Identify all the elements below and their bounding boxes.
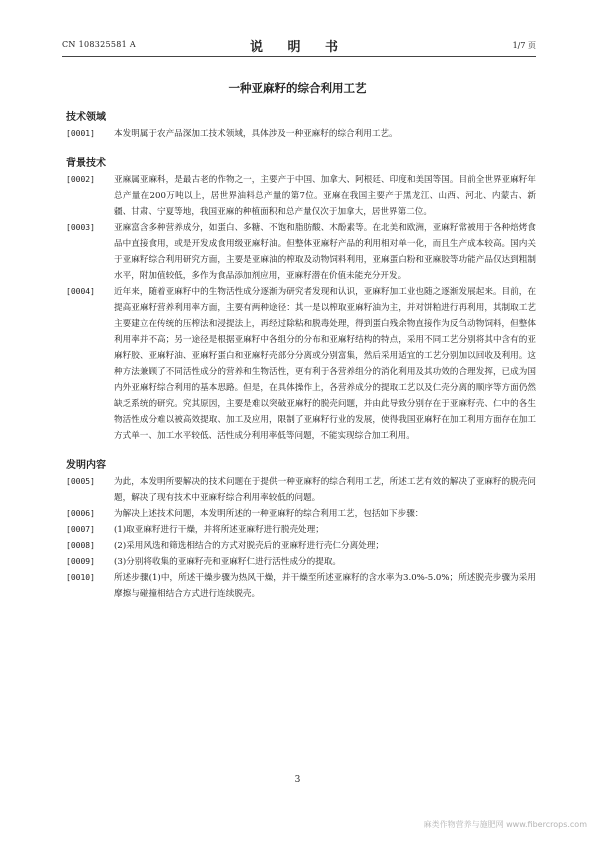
document-header [62, 38, 536, 54]
header-rule [62, 56, 536, 57]
paragraph-0004 [66, 284, 536, 444]
section-heading-background: 背景技术 [66, 158, 106, 169]
paragraph-number: [0007] [66, 525, 95, 534]
paragraph-number: [0003] [66, 223, 95, 232]
paragraph-text: 近年来，随着亚麻籽中的生物活性成分逐渐为研究者发现和认识，亚麻籽加工业也随之逐渐发展起来。目前，在提高亚麻籽营养利用率方面，主要有两种途径：其一是以榨取亚麻籽油为主，并对饼粕进行再利用，其制取工艺主要建立在传统的压榨法和浸提法上，再经过除粘和脱毒处理，得到蛋白残余物直接作为反刍动物饲料，但整体利用率并不高；另一途径是根据亚麻籽中各组分的分布和亚麻籽结构的特点，采用不同工艺分别将其中含有的亚麻籽胶、亚麻籽油、亚麻籽蛋白和亚麻籽壳部分分离或分别富集，然后采用适宜的工艺分别加以回收及利用。这种方法兼顾了不同活性成分的营养和生物活性，更有利于各营养组分的消化利用及其功效的合理发挥，已成为国内外亚麻籽综合利用的基本思路。但是，在具体操作上，各营养成分的提取工艺以及仁壳分离的顺序等方面仍然缺乏系统的研究。究其原因，主要是难以突破亚麻籽的脱壳问题，并由此导致分别存在于亚麻籽壳、仁中的各生物活性成分难以被高效提取、加工及应用，限制了亚麻籽行业的发展，使得我国亚麻籽在加工利用方面存在加工方式单一、加工水平较低、活性成分利用率低等问题，不能实现综合加工利用。 [114, 287, 536, 441]
header-title: 说 明 书 [249, 40, 349, 55]
paragraph-0010 [66, 570, 536, 602]
paragraph-number: [0006] [66, 509, 95, 518]
paragraph-0005 [66, 474, 536, 506]
paragraph-text: (1)取亚麻籽进行干燥，并将所述亚麻籽进行脱壳处理； [114, 525, 324, 535]
page-info: 1/7 页 [512, 41, 536, 50]
paragraph-text: (2)采用风选和筛选相结合的方式对脱壳后的亚麻籽进行壳仁分离处理； [114, 541, 384, 551]
paragraph-number: [0004] [66, 287, 95, 296]
paragraph-0007 [66, 522, 536, 538]
paragraph-number: [0002] [66, 175, 95, 184]
paragraph-number: [0005] [66, 477, 95, 486]
paragraph-number: [0008] [66, 541, 95, 550]
document-body [66, 108, 536, 602]
watermark: 麻类作物营养与施肥网 www.fibercrops.com [423, 820, 587, 829]
paragraph-number: [0010] [66, 573, 95, 582]
paragraph-0008 [66, 538, 536, 554]
paragraph-0002 [66, 172, 536, 220]
paragraph-0009 [66, 554, 536, 570]
paragraph-text: 为此，本发明所要解决的技术问题在于提供一种亚麻籽的综合利用工艺，所述工艺有效的解决了亚麻籽的脱壳问题，解决了现有技术中亚麻籽综合利用率较低的问题。 [114, 477, 536, 503]
paragraph-0006 [66, 506, 536, 522]
paragraph-text: 本发明属于农产品深加工技术领域，具体涉及一种亚麻籽的综合利用工艺。 [114, 129, 398, 139]
paragraph-number: [0009] [66, 557, 95, 566]
paragraph-0003 [66, 220, 536, 284]
paragraph-text: (3)分别将收集的亚麻籽壳和亚麻籽仁进行活性成分的提取。 [114, 557, 342, 567]
paragraph-text: 所述步骤(1)中，所述干燥步骤为热风干燥，并干燥至所述亚麻籽的含水率为3.0%-5.0%；所述脱壳步骤为采用摩擦与碰撞相结合方式进行连续脱壳。 [114, 573, 536, 599]
paragraph-text: 亚麻属亚麻科，是最古老的作物之一，主要产于中国、加拿大、阿根廷、印度和美国等国。目前全世界亚麻籽年总产量在200万吨以上，居世界油料总产量的第7位。亚麻在我国主要产于黑龙江、山西、河北、内蒙古、新疆、甘肃、宁夏等地，我国亚麻的种植面积和总产量仅次于加拿大，居世界第二位。 [114, 175, 536, 217]
paragraph-number: [0001] [66, 129, 95, 138]
section-heading-tech-field: 技术领域 [66, 112, 106, 123]
section-heading-invention: 发明内容 [66, 460, 106, 471]
document-title: 一种亚麻籽的综合利用工艺 [228, 81, 367, 95]
page-number: 3 [294, 775, 301, 785]
paragraph-text: 亚麻富含多种营养成分，如蛋白、多糖、不饱和脂肪酸、木酚素等。在北美和欧洲，亚麻籽常被用于各种焙烤食品中直接食用，或是开发成食用级亚麻籽油。但整体亚麻籽产品的利用相对单一化，而且生产成本较高。国内关于亚麻籽综合利用研究方面，主要是亚麻油的榨取及动物饲料利用，亚麻蛋白粉和亚麻胶等功能产品仅达到粗制水平，附加值较低，多作为食品添加剂应用，亚麻籽潜在价值未能充分开发。 [114, 223, 536, 281]
publication-number: CN 108325581 A [62, 40, 136, 49]
paragraph-0001 [66, 126, 536, 142]
paragraph-text: 为解决上述技术问题，本发明所述的一种亚麻籽的综合利用工艺，包括如下步骤： [114, 509, 424, 519]
